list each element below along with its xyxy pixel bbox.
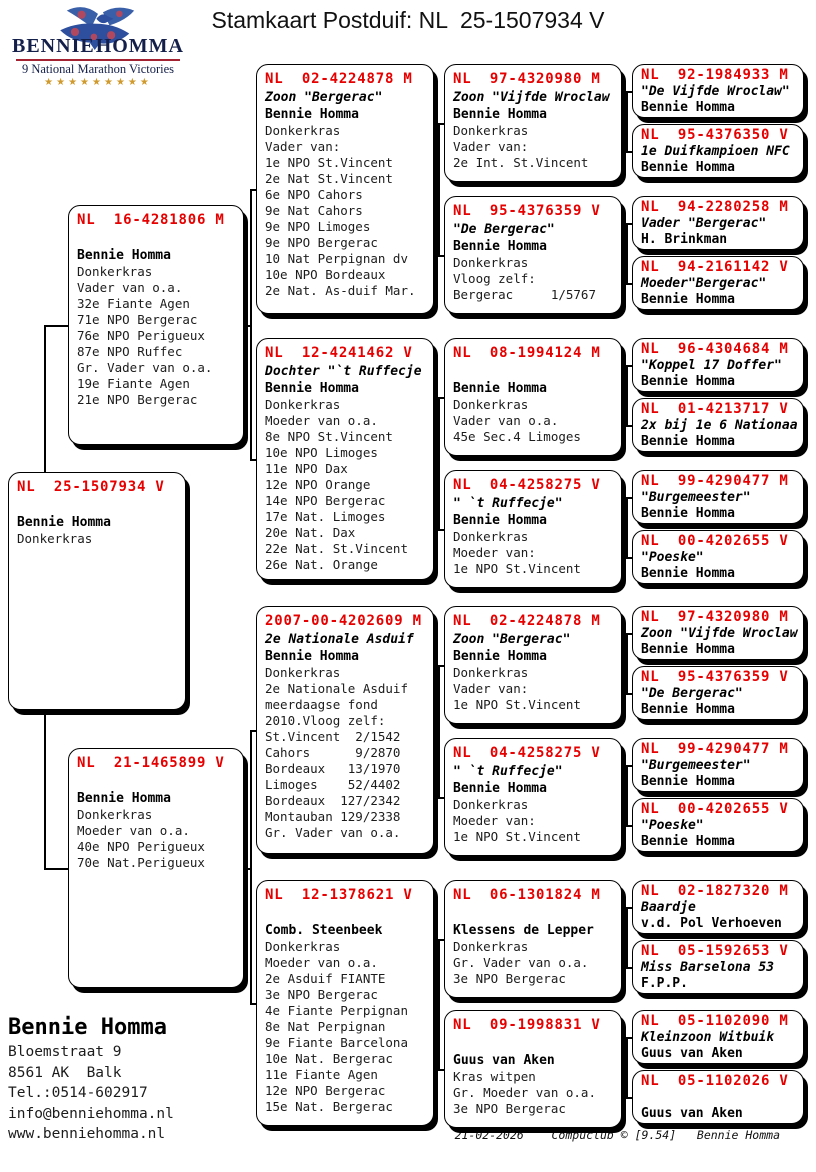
logo-name-right: HOMMA xyxy=(95,35,184,57)
pedigree-box-gg-grandparent-14 xyxy=(632,940,804,994)
text-line: Donkerkras xyxy=(265,397,341,412)
text-line: Donkerkras xyxy=(265,939,341,954)
achievement-list xyxy=(77,807,237,871)
text-line: 14e NPO Bergerac xyxy=(265,493,386,508)
pigeon-nickname: 2x bij 1e 6 Nationaa xyxy=(641,418,798,433)
connector-line xyxy=(244,868,250,870)
text-line: 9e NPO Bergerac xyxy=(265,235,378,250)
ring-number: NL 02-4224878 M xyxy=(265,71,413,87)
text-line: 87e NPO Ruffec xyxy=(77,344,183,359)
text-line: Vader van: xyxy=(453,681,529,696)
achievement-list xyxy=(265,123,427,299)
text-line: Donkerkras xyxy=(77,807,153,822)
text-line: Limoges 52/4402 xyxy=(265,777,401,792)
text-line: 19e Fiante Agen xyxy=(77,376,190,391)
text-line: 2e Nat St.Vincent xyxy=(265,171,393,186)
loft-logo xyxy=(12,4,184,88)
pedigree-box-subject xyxy=(8,472,186,710)
pigeon-nickname xyxy=(77,230,237,247)
text-line: Donkerkras xyxy=(453,529,529,544)
connector-line xyxy=(622,665,626,667)
text-line: Montauban 129/2338 xyxy=(265,809,401,824)
pedigree-box-greatgrandparent-5 xyxy=(444,606,622,724)
text-line: www.benniehomma.nl xyxy=(8,1126,166,1142)
ring-number: NL 95-4376350 V xyxy=(641,127,789,143)
owner-name: v.d. Pol Verhoeven xyxy=(641,916,782,931)
text-line: Bloemstraat 9 xyxy=(8,1044,122,1060)
pigeon-nickname: Dochter "`t Ruffecje xyxy=(265,364,422,379)
page-title: Stamkaart Postduif: NL 25-1507934 V xyxy=(211,7,605,33)
ring-number: NL 08-1994124 M xyxy=(453,345,601,361)
text-line: 45e Sec.4 Limoges xyxy=(453,429,581,444)
owner-name: Bennie Homma xyxy=(453,649,547,664)
text-line: Tel.:0514-602917 xyxy=(8,1085,148,1101)
connector-line xyxy=(626,1037,628,1099)
text-line: Moeder van o.a. xyxy=(77,823,190,838)
text-line: 1e NPO St.Vincent xyxy=(453,697,581,712)
owner-name: Bennie Homma xyxy=(265,381,359,396)
owner-name: Guus van Aken xyxy=(641,1106,743,1121)
pedigree-box-gg-grandparent-11 xyxy=(632,738,804,792)
owner-name: Guus van Aken xyxy=(641,1046,743,1061)
owner-name: Bennie Homma xyxy=(641,100,735,115)
owner-name: Bennie Homma xyxy=(77,791,171,806)
ring-number: NL 21-1465899 V xyxy=(77,755,225,771)
pigeon-nickname xyxy=(641,1090,797,1106)
text-line: 8e Nat Perpignan xyxy=(265,1019,386,1034)
text-line: 10 Nat Perpignan dv xyxy=(265,251,408,266)
pedigree-box-gg-grandparent-16 xyxy=(632,1070,804,1124)
text-line: 8561 AK Balk xyxy=(8,1064,122,1081)
text-line: Moeder van: xyxy=(453,545,536,560)
connector-line xyxy=(438,123,440,257)
ring-number: NL 04-4258275 V xyxy=(453,477,601,493)
text-line: Moeder van o.a. xyxy=(265,413,378,428)
connector-line xyxy=(626,91,628,153)
text-line: 26e Nat. Orange xyxy=(265,557,378,572)
text-line: Kras witpen xyxy=(453,1069,536,1084)
achievement-list xyxy=(453,397,615,445)
ring-number: NL 05-1102090 M xyxy=(641,1013,789,1029)
connector-line xyxy=(438,397,440,531)
text-line: Donkerkras xyxy=(453,939,529,954)
connector-line xyxy=(622,797,626,799)
text-line: Cahors 9/2870 xyxy=(265,745,401,760)
text-line: 12e NPO Orange xyxy=(265,477,371,492)
text-line: info@benniehomma.nl xyxy=(8,1105,174,1122)
connector-line xyxy=(622,529,626,531)
text-line: 11e Fiante Agen xyxy=(265,1067,378,1082)
pigeon-nickname: Zoon "Bergerac" xyxy=(265,90,383,105)
owner-name: Bennie Homma xyxy=(265,107,359,122)
text-line: 1e NPO St.Vincent xyxy=(265,155,393,170)
connector-line xyxy=(622,939,626,941)
pigeon-nickname: "Burgemeester" xyxy=(641,758,751,773)
achievement-list xyxy=(453,665,615,713)
achievement-list xyxy=(453,255,615,303)
pedigree-box-greatgrandparent-1 xyxy=(444,64,622,182)
ring-number: NL 05-1592653 V xyxy=(641,943,789,959)
connector-line xyxy=(250,730,252,1005)
pedigree-box-gg-grandparent-8 xyxy=(632,530,804,584)
owner-name: Bennie Homma xyxy=(641,434,735,449)
achievement-list xyxy=(17,531,179,547)
connector-line xyxy=(434,459,438,461)
text-line: 9e Fiante Barcelona xyxy=(265,1035,408,1050)
owner-name: Bennie Homma xyxy=(77,248,171,263)
ring-number: NL 97-4320980 M xyxy=(641,609,789,625)
text-line: 2010.Vloog zelf: xyxy=(265,713,386,728)
text-line: 10e NPO Limoges xyxy=(265,445,378,460)
pedigree-box-grandparent-4 xyxy=(256,880,434,1126)
connector-line xyxy=(626,365,628,427)
achievement-list xyxy=(453,797,615,845)
owner-name: H. Brinkman xyxy=(641,232,728,247)
achievement-list xyxy=(265,397,427,573)
pigeon-nickname: "De Vijfde Wroclaw" xyxy=(641,84,790,99)
pigeon-nickname: Miss Barselona 53 xyxy=(641,960,775,975)
pigeon-nickname: 2e Nationale Asduif xyxy=(265,632,414,647)
ring-number: NL 99-4290477 M xyxy=(641,741,789,757)
pigeon-nickname: Zoon "Bergerac" xyxy=(453,632,571,647)
text-line: 12e NPO Bergerac xyxy=(265,1083,386,1098)
owner-name: Bennie Homma xyxy=(641,566,735,581)
connector-line xyxy=(626,497,628,559)
owner-name: Bennie Homma xyxy=(641,642,735,657)
pigeon-nickname: Zoon "Vijfde Wroclaw xyxy=(641,626,798,641)
connector-line xyxy=(622,255,626,257)
text-line: Vader van: xyxy=(265,139,341,154)
text-line: 32e Fiante Agen xyxy=(77,296,190,311)
pedigree-box-grandparent-2 xyxy=(256,338,434,580)
ring-number: NL 99-4290477 M xyxy=(641,473,789,489)
owner-name: Bennie Homma xyxy=(453,381,547,396)
owner-name: Klessens de Lepper xyxy=(453,923,594,938)
pigeon-nickname xyxy=(17,497,179,514)
logo-name-left: BENNIE xyxy=(12,35,95,57)
owner-name: Bennie Homma xyxy=(641,160,735,175)
contact-name: Bennie Homma xyxy=(8,1015,167,1040)
text-line: Vloog zelf: xyxy=(453,271,536,286)
footer-credit: 21-02-2026 Compuclub © [9.54] Bennie Homma xyxy=(454,1128,780,1142)
pigeon-nickname: "De Bergerac" xyxy=(453,222,555,237)
text-line: Donkerkras xyxy=(265,123,341,138)
pigeon-nickname xyxy=(453,1035,615,1052)
text-line: St.Vincent 2/1542 xyxy=(265,729,401,744)
ring-number: NL 06-1301824 M xyxy=(453,887,601,903)
owner-name: Bennie Homma xyxy=(641,774,735,789)
pedigree-box-gg-grandparent-7 xyxy=(632,470,804,524)
text-line: Donkerkras xyxy=(453,123,529,138)
text-line: Vader van o.a. xyxy=(453,413,559,428)
text-line: 20e Nat. Dax xyxy=(265,525,356,540)
logo-stars: ★★★★★★★★★ xyxy=(44,77,152,88)
connector-line xyxy=(438,939,440,1071)
text-line: 10e Nat. Bergerac xyxy=(265,1051,393,1066)
pigeon-nickname: "Poeske" xyxy=(641,550,704,565)
pigeon-nickname: "Burgemeester" xyxy=(641,490,751,505)
owner-name: Bennie Homma xyxy=(641,834,735,849)
logo-tagline: 9 National Marathon Victories xyxy=(21,62,175,76)
pedigree-box-greatgrandparent-3 xyxy=(444,338,622,456)
pedigree-box-greatgrandparent-6 xyxy=(444,738,622,856)
text-line: 3e NPO Bergerac xyxy=(453,1101,566,1116)
contact-block xyxy=(8,1014,174,1145)
pedigree-box-gg-grandparent-1 xyxy=(632,64,804,118)
pigeon-nickname: Baardje xyxy=(641,900,696,915)
contact-lines xyxy=(8,1042,174,1145)
owner-name: Bennie Homma xyxy=(641,292,735,307)
achievement-list xyxy=(453,939,615,987)
text-line: 11e NPO Dax xyxy=(265,461,348,476)
text-line: Gr. Vader van o.a. xyxy=(77,360,213,375)
text-line: 8e NPO St.Vincent xyxy=(265,429,393,444)
connector-line xyxy=(626,633,628,695)
connector-line xyxy=(438,665,440,799)
text-line: 15e Nat. Bergerac xyxy=(265,1099,393,1114)
text-line: Vader van o.a. xyxy=(77,280,183,295)
pedigree-box-greatgrandparent-4 xyxy=(444,470,622,588)
text-line: 4e Fiante Perpignan xyxy=(265,1003,408,1018)
pedigree-box-gg-grandparent-5 xyxy=(632,338,804,392)
pigeon-nickname xyxy=(77,773,237,790)
logo-name xyxy=(12,35,184,58)
connector-line xyxy=(434,189,438,191)
text-line: Donkerkras xyxy=(77,264,153,279)
connector-line xyxy=(626,907,628,969)
ring-number: NL 00-4202655 V xyxy=(641,533,789,549)
text-line: meerdaagse fond xyxy=(265,697,378,712)
achievement-list xyxy=(77,264,237,408)
owner-name: Bennie Homma xyxy=(641,702,735,717)
ring-number: NL 95-4376359 V xyxy=(453,203,601,219)
text-line: Donkerkras xyxy=(453,397,529,412)
text-line: 9e NPO Limoges xyxy=(265,219,371,234)
text-line: 1e NPO St.Vincent xyxy=(453,829,581,844)
text-line: 21e NPO Bergerac xyxy=(77,392,198,407)
connector-line xyxy=(44,868,68,870)
owner-name: F.P.P. xyxy=(641,976,688,991)
text-line: Gr. Vader van o.a. xyxy=(265,825,401,840)
pigeon-nickname: 1e Duifkampioen NFC xyxy=(641,144,790,159)
pedigree-box-greatgrandparent-7 xyxy=(444,880,622,998)
text-line: 3e NPO Bergerac xyxy=(453,971,566,986)
text-line: 6e NPO Cahors xyxy=(265,187,363,202)
pigeon-nickname: Moeder"Bergerac" xyxy=(641,276,767,291)
ring-number: NL 94-2280258 M xyxy=(641,199,789,215)
text-line: 2e Asduif FIANTE xyxy=(265,971,386,986)
ring-number: NL 94-2161142 V xyxy=(641,259,789,275)
owner-name: Bennie Homma xyxy=(453,513,547,528)
text-line: Donkerkras xyxy=(265,665,341,680)
ring-number: NL 92-1984933 M xyxy=(641,67,789,83)
pigeon-nickname: Vader "Bergerac" xyxy=(641,216,767,231)
owner-name: Guus van Aken xyxy=(453,1053,555,1068)
achievement-list xyxy=(265,665,427,841)
text-line: Bergerac 1/5767 xyxy=(453,287,596,302)
achievement-list xyxy=(453,1069,615,1117)
connector-line xyxy=(622,397,626,399)
connector-line xyxy=(626,765,628,827)
pedigree-box-gg-grandparent-4 xyxy=(632,256,804,310)
text-line: 22e Nat. St.Vincent xyxy=(265,541,408,556)
owner-name: Bennie Homma xyxy=(453,107,547,122)
owner-name: Bennie Homma xyxy=(17,515,111,530)
text-line: 1e NPO St.Vincent xyxy=(453,561,581,576)
ring-number: NL 04-4258275 V xyxy=(453,745,601,761)
owner-name: Bennie Homma xyxy=(641,374,735,389)
text-line: 70e Nat.Perigueux xyxy=(77,855,205,870)
ring-number: 2007-00-4202609 M xyxy=(265,613,422,629)
text-line: Bordeaux 13/1970 xyxy=(265,761,401,776)
pedigree-box-gg-grandparent-15 xyxy=(632,1010,804,1064)
text-line: 3e NPO Bergerac xyxy=(265,987,378,1002)
connector-line xyxy=(250,189,252,461)
ring-number: NL 05-1102026 V xyxy=(641,1073,789,1089)
text-line: Donkerkras xyxy=(453,797,529,812)
owner-name: Bennie Homma xyxy=(453,239,547,254)
text-line: 40e NPO Perigueux xyxy=(77,839,205,854)
owner-name: Comb. Steenbeek xyxy=(265,923,383,938)
ring-number: NL 16-4281806 M xyxy=(77,212,225,228)
connector-line xyxy=(44,325,68,327)
connector-line xyxy=(244,325,250,327)
achievement-list xyxy=(265,939,427,1115)
pigeon-nickname xyxy=(265,905,427,922)
owner-name: Bennie Homma xyxy=(453,781,547,796)
pedigree-box-mother xyxy=(68,748,244,988)
pedigree-box-greatgrandparent-2 xyxy=(444,196,622,314)
ring-number: NL 95-4376359 V xyxy=(641,669,789,685)
ring-number: NL 00-4202655 V xyxy=(641,801,789,817)
pigeon-nickname: "Poeske" xyxy=(641,818,704,833)
text-line: Bordeaux 127/2342 xyxy=(265,793,401,808)
ring-number: NL 01-4213717 V xyxy=(641,401,789,417)
owner-name: Bennie Homma xyxy=(641,506,735,521)
pigeon-nickname: "Koppel 17 Doffer" xyxy=(641,358,782,373)
text-line: 9e Nat Cahors xyxy=(265,203,363,218)
text-line: 76e NPO Perigueux xyxy=(77,328,205,343)
pedigree-box-gg-grandparent-10 xyxy=(632,666,804,720)
connector-line xyxy=(434,730,438,732)
text-line: Moeder van o.a. xyxy=(265,955,378,970)
text-line: 17e Nat. Limoges xyxy=(265,509,386,524)
pigeon-nickname xyxy=(453,905,615,922)
achievement-list xyxy=(453,529,615,577)
ring-number: NL 02-1827320 M xyxy=(641,883,789,899)
text-line: 2e Nat. As-duif Mar. xyxy=(265,283,416,298)
ring-number: NL 09-1998831 V xyxy=(453,1017,601,1033)
pigeon-nickname: " `t Ruffecje" xyxy=(453,496,563,511)
pedigree-box-father xyxy=(68,205,244,445)
logo-divider xyxy=(16,59,180,61)
pigeon-nickname: "De Bergerac" xyxy=(641,686,743,701)
text-line: Gr. Moeder van o.a. xyxy=(453,1085,596,1100)
pedigree-box-greatgrandparent-8 xyxy=(444,1010,622,1128)
pigeon-nickname: " `t Ruffecje" xyxy=(453,764,563,779)
pigeon-nickname: Zoon "Vijfde Wroclaw xyxy=(453,90,610,105)
text-line: 2e Nationale Asduif xyxy=(265,681,408,696)
ring-number: NL 12-1378621 V xyxy=(265,887,413,903)
pedigree-box-gg-grandparent-13 xyxy=(632,880,804,934)
connector-line xyxy=(622,1069,626,1071)
connector-line xyxy=(626,223,628,285)
pigeon-nickname: Kleinzoon Witbuik xyxy=(641,1030,775,1045)
pedigree-box-grandparent-3 xyxy=(256,606,434,854)
text-line: Gr. Vader van o.a. xyxy=(453,955,589,970)
text-line: Donkerkras xyxy=(453,255,529,270)
ring-number: NL 96-4304684 M xyxy=(641,341,789,357)
text-line: Moeder van: xyxy=(453,813,536,828)
text-line: Donkerkras xyxy=(453,665,529,680)
text-line: 71e NPO Bergerac xyxy=(77,312,198,327)
pedigree-box-gg-grandparent-9 xyxy=(632,606,804,660)
pedigree-box-grandparent-1 xyxy=(256,64,434,314)
text-line: 10e NPO Bordeaux xyxy=(265,267,386,282)
pedigree-box-gg-grandparent-2 xyxy=(632,124,804,178)
text-line: Donkerkras xyxy=(17,531,93,546)
ring-number: NL 97-4320980 M xyxy=(453,71,601,87)
pedigree-box-gg-grandparent-12 xyxy=(632,798,804,852)
ring-number: NL 12-4241462 V xyxy=(265,345,413,361)
connector-line xyxy=(434,1003,438,1005)
text-line: Vader van: xyxy=(453,139,529,154)
ring-number: NL 02-4224878 M xyxy=(453,613,601,629)
achievement-list xyxy=(453,123,615,171)
pedigree-box-gg-grandparent-6 xyxy=(632,398,804,452)
connector-line xyxy=(622,123,626,125)
text-line: 2e Int. St.Vincent xyxy=(453,155,589,170)
ring-number: NL 25-1507934 V xyxy=(17,479,165,495)
owner-name: Bennie Homma xyxy=(265,649,359,664)
pedigree-box-gg-grandparent-3 xyxy=(632,196,804,250)
pigeon-nickname xyxy=(453,363,615,380)
